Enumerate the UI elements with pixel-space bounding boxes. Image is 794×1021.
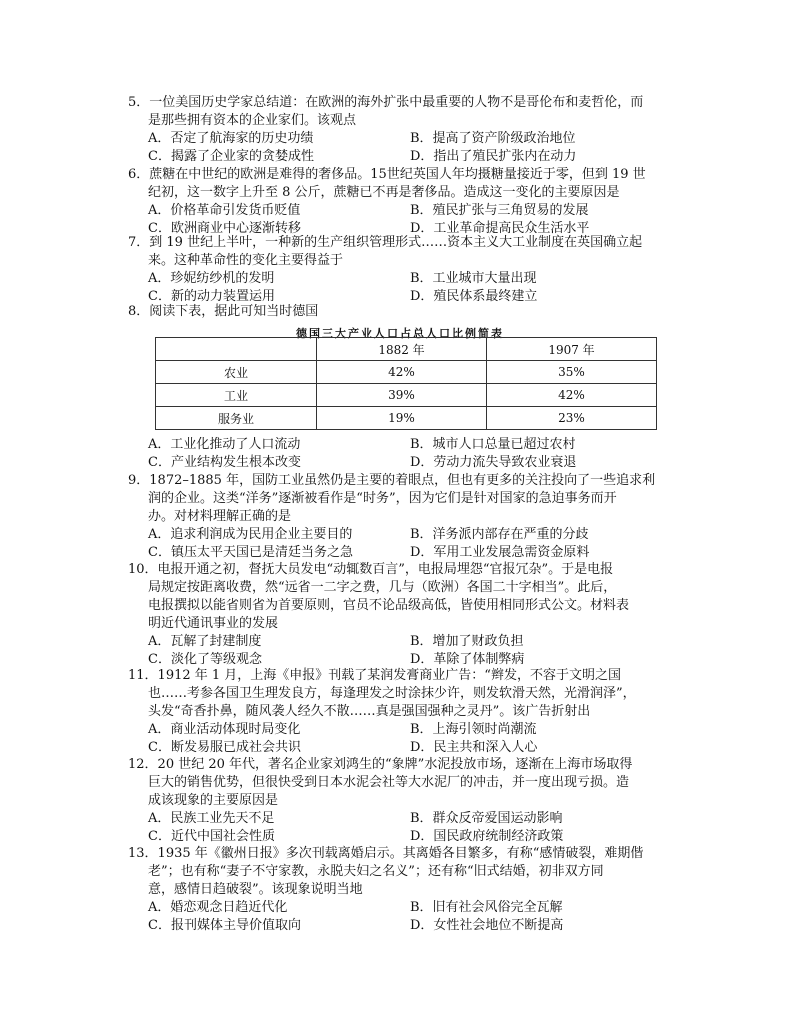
option-b[interactable]: B．旧有社会风俗完全瓦解 <box>410 900 563 915</box>
option-c[interactable]: C．揭露了企业家的贪婪成性 <box>148 149 314 164</box>
option-d[interactable]: D．革除了体制弊病 <box>410 652 525 667</box>
option-d[interactable]: D．工业革命提高民众生活水平 <box>410 221 590 236</box>
table-cell: 23% <box>487 407 657 430</box>
option-c[interactable]: C．镇压太平天国已是清廷当务之急 <box>148 545 353 560</box>
option-c[interactable]: C．新的动力装置运用 <box>148 289 275 304</box>
option-a[interactable]: A．追求利润成为民用企业主要目的 <box>148 527 353 542</box>
option-c[interactable]: C．报刊媒体主导价值取向 <box>148 918 301 933</box>
question-text-line: 意，感情日趋破裂”。该现象说明当地 <box>148 882 363 897</box>
table-cell: 39% <box>317 384 487 407</box>
table-header-cell: 1907 年 <box>487 338 657 361</box>
option-b[interactable]: B．工业城市大量出现 <box>410 271 537 286</box>
option-c[interactable]: C．淡化了等级观念 <box>148 652 262 667</box>
table-cell: 服务业 <box>156 407 317 430</box>
option-d[interactable]: D．国民政府统制经济政策 <box>410 829 564 844</box>
table-cell: 农业 <box>156 361 317 384</box>
option-b[interactable]: B．殖民扩张与三角贸易的发展 <box>410 203 589 218</box>
option-d[interactable]: D．民主共和深入人心 <box>410 740 538 755</box>
question-text-line: 也……考参各国卫生理发良方，每逢理发之时涂抹少许，则发软滑天然，光滑润泽”， <box>148 686 636 701</box>
question-text-line: 10．电报开通之初，督抚大员发电“动辄数百言”，电报局埋怨“官报冗杂”。于是电报 <box>128 562 614 577</box>
question-7 <box>128 234 668 306</box>
option-c[interactable]: C．断发易服已成社会共识 <box>148 740 301 755</box>
question-text-line: 明近代通讯事业的发展 <box>148 616 279 631</box>
question-text-line: 来。这种革命性的变化主要得益于 <box>148 253 344 268</box>
question-text-line: 巨大的销售优势，但很快受到日本水泥会社等大水泥厂的冲击，并一度出现亏损。造 <box>148 775 630 790</box>
option-d[interactable]: D．女性社会地位不断提高 <box>410 918 564 933</box>
table-cell: 42% <box>487 384 657 407</box>
question-text-line: 是那些拥有资本的企业家们。该观点 <box>148 113 357 128</box>
option-c[interactable]: C．产业结构发生根本改变 <box>148 455 301 470</box>
table-header-row <box>156 338 657 361</box>
table-cell: 42% <box>317 361 487 384</box>
question-10 <box>128 561 668 669</box>
option-a[interactable]: A．瓦解了封建制度 <box>148 634 262 649</box>
question-text-line: 12．20 世纪 20 年代，著名企业家刘鸿生的“象牌”水泥投放市场，逐渐在上海市场取得 <box>128 757 633 772</box>
option-a[interactable]: A．工业化推动了人口流动 <box>148 437 301 452</box>
option-a[interactable]: A．民族工业先天不足 <box>148 811 275 826</box>
option-a[interactable]: A．珍妮纺纱机的发明 <box>148 271 275 286</box>
question-8 <box>128 303 668 321</box>
option-a[interactable]: A．价格革命引发货币贬值 <box>148 203 301 218</box>
question-text-line: 电报撰拟以能省则省为首要原则，官员不论品级高低，皆使用相同形式公文。材料表 <box>148 598 630 613</box>
option-d[interactable]: D．指出了殖民扩张内在动力 <box>410 149 577 164</box>
question-6 <box>128 166 668 238</box>
question-11 <box>128 667 668 757</box>
question-8-options <box>128 436 668 472</box>
option-d[interactable]: D．军用工业发展急需资金原料 <box>410 545 590 560</box>
option-a[interactable]: A．商业活动体现时局变化 <box>148 722 301 737</box>
option-c[interactable]: C．欧洲商业中心逐渐转移 <box>148 221 301 236</box>
question-text-line: 7．到 19 世纪上半叶，一种新的生产组织管理形式……资本主义大工业制度在英国确立起 <box>128 235 643 250</box>
question-9 <box>128 472 668 562</box>
table-row <box>156 407 657 430</box>
option-d[interactable]: D．劳动力流失导致农业衰退 <box>410 455 577 470</box>
option-b[interactable]: B．提高了资产阶级政治地位 <box>410 131 576 146</box>
table-cell: 35% <box>487 361 657 384</box>
option-b[interactable]: B．洋务派内部存在严重的分歧 <box>410 527 589 542</box>
option-d[interactable]: D．殖民体系最终建立 <box>410 289 538 304</box>
table-header-cell: 1882 年 <box>317 338 487 361</box>
question-text-line: 办。对材料理解正确的是 <box>148 509 292 524</box>
question-text-line: 成该现象的主要原因是 <box>148 793 279 808</box>
option-b[interactable]: B．群众反帝爱国运动影响 <box>410 811 563 826</box>
table-cell: 19% <box>317 407 487 430</box>
question-text-line: 润的企业。这类“洋务”逐渐被看作是“时务”，因为它们是针对国家的急迫事务而开 <box>148 491 617 506</box>
question-text-line: 纪初，这一数字上升至 8 公斤，蔗糖已不再是奢侈品。造成这一变化的主要原因是 <box>148 185 620 200</box>
table-row <box>156 361 657 384</box>
question-text-line: 局规定按距离收费，然“远省一二字之费，几与（欧洲）各国二十字相当”。此后， <box>148 580 617 595</box>
question-5 <box>128 94 668 166</box>
question-13 <box>128 845 668 935</box>
question-12 <box>128 756 668 846</box>
question-text-line: 老”；也有称“妻子不守家教，永脱夫妇之名义”；还有称“旧式结婚，初非双方同 <box>148 864 604 879</box>
question-text-line: 9．1872–1885 年，国防工业虽然仍是主要的着眼点，但也有更多的关注投向了一些追求利 <box>128 473 656 488</box>
table-header-cell <box>156 338 317 361</box>
option-c[interactable]: C．近代中国社会性质 <box>148 829 275 844</box>
option-a[interactable]: A．婚恋观念日趋近代化 <box>148 900 288 915</box>
option-a[interactable]: A．否定了航海家的历史功绩 <box>148 131 314 146</box>
table-row <box>156 384 657 407</box>
population-table <box>155 337 657 430</box>
question-text-line: 11．1912 年 1 月，上海《申报》刊载了某润发膏商业广告：“辫发，不容于文明之国 <box>128 668 621 683</box>
option-b[interactable]: B．上海引领时尚潮流 <box>410 722 537 737</box>
question-text-line: 5．一位美国历史学家总结道：在欧洲的海外扩张中最重要的人物不是哥伦布和麦哲伦，而 <box>128 95 644 110</box>
table-title: 德国三大产业人口占总人口比例简表 <box>296 327 504 340</box>
question-text-line: 头发“奇香扑鼻，随风袭人经久不散……真是强国强种之灵丹”。该广告折射出 <box>148 704 591 719</box>
table-cell: 工业 <box>156 384 317 407</box>
question-text-line: 8．阅读下表，据此可知当时德国 <box>128 304 319 319</box>
question-text-line: 6．蔗糖在中世纪的欧洲是难得的奢侈品。15世纪英国人年均摄糖量接近于零，但到 19 世 <box>128 167 646 182</box>
option-b[interactable]: B．增加了财政负担 <box>410 634 524 649</box>
option-b[interactable]: B．城市人口总量已超过农村 <box>410 437 576 452</box>
question-text-line: 13．1935 年《徽州日报》多次刊载离婚启示。其离婚各目繁多，有称“感情破裂，难期偕 <box>128 846 644 861</box>
